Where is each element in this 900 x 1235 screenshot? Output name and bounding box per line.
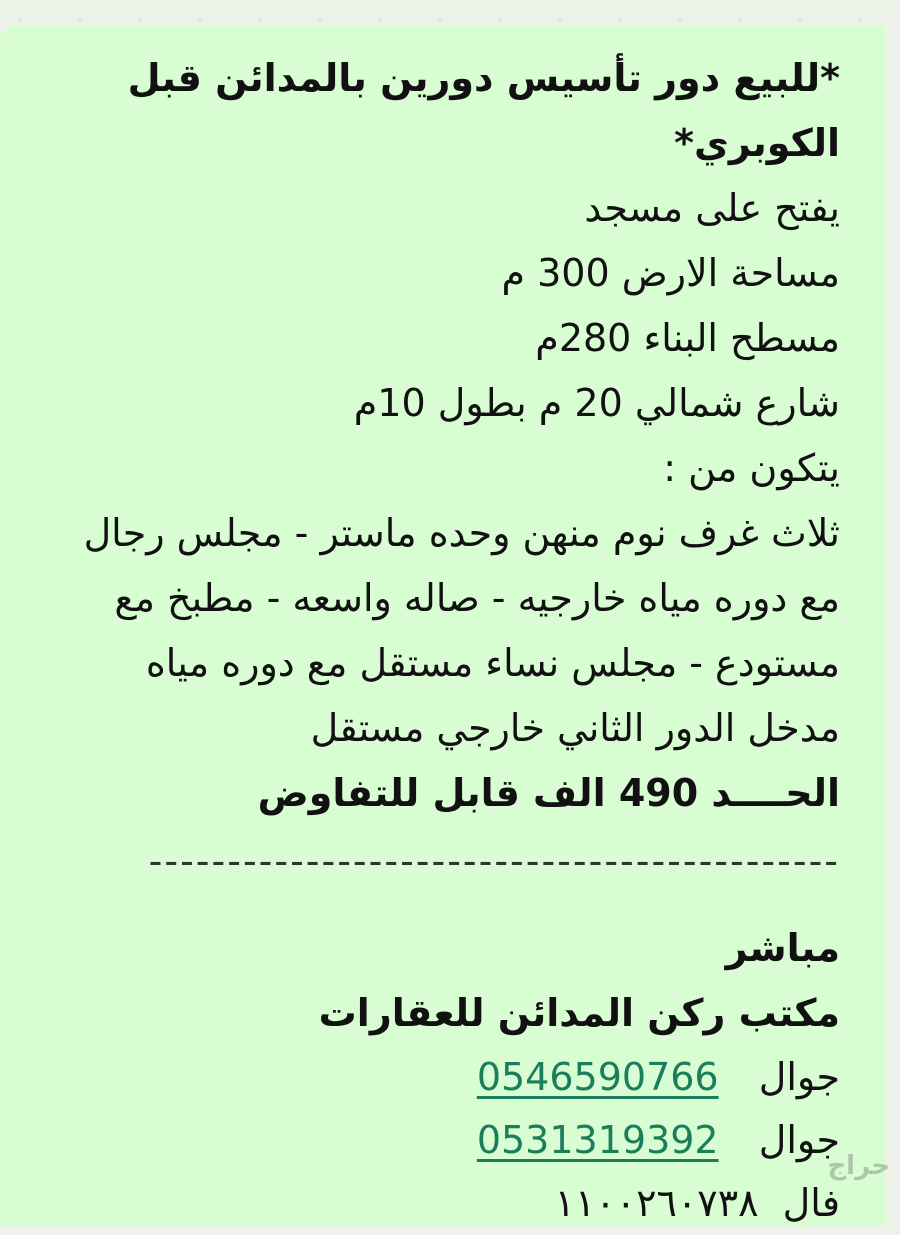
phone-row bbox=[20, 1046, 840, 1109]
price-line: الحــــد 490 الف قابل للتفاوض bbox=[257, 771, 840, 815]
message-title: *للبيع دور تأسيس دورين بالمدائن قبل الكوبري* bbox=[127, 56, 840, 165]
message-line: مستودع - مجلس نساء مستقل مع دوره مياه bbox=[145, 641, 840, 685]
fal-label: فال bbox=[782, 1181, 840, 1225]
phone-label: جوال bbox=[758, 1118, 840, 1162]
message-line: مع دوره مياه خارجيه - صاله واسعه - مطبخ مع bbox=[114, 576, 840, 620]
message-line: يتكون من : bbox=[663, 446, 840, 490]
message-bubble[interactable] bbox=[0, 26, 886, 1226]
message-line: مدخل الدور الثاني خارجي مستقل bbox=[310, 706, 840, 750]
fal-number: ١١٠٠٢٦٠٧٣٨ bbox=[554, 1181, 759, 1225]
office-name: مكتب ركن المدائن للعقارات bbox=[318, 991, 840, 1035]
phone-link[interactable]: 0531319392 bbox=[476, 1118, 719, 1162]
message-line: يفتح على مسجد bbox=[584, 186, 840, 230]
message-line: مسطح البناء 280م bbox=[535, 316, 840, 360]
watermark-logo: حراج bbox=[827, 1151, 890, 1181]
direct-label: مباشر bbox=[725, 926, 840, 970]
fal-row bbox=[20, 1172, 840, 1235]
message-line: مساحة الارض 300 م bbox=[501, 251, 840, 295]
phone-row bbox=[20, 1109, 840, 1172]
phone-link[interactable]: 0546590766 bbox=[476, 1055, 719, 1099]
phone-label: جوال bbox=[758, 1055, 840, 1099]
message-line: ثلاث غرف نوم منهن وحده ماستر - مجلس رجال bbox=[83, 511, 840, 555]
message-line: شارع شمالي 20 م بطول 10م bbox=[353, 381, 840, 425]
divider-line: -------------------------------------------- bbox=[148, 839, 840, 883]
